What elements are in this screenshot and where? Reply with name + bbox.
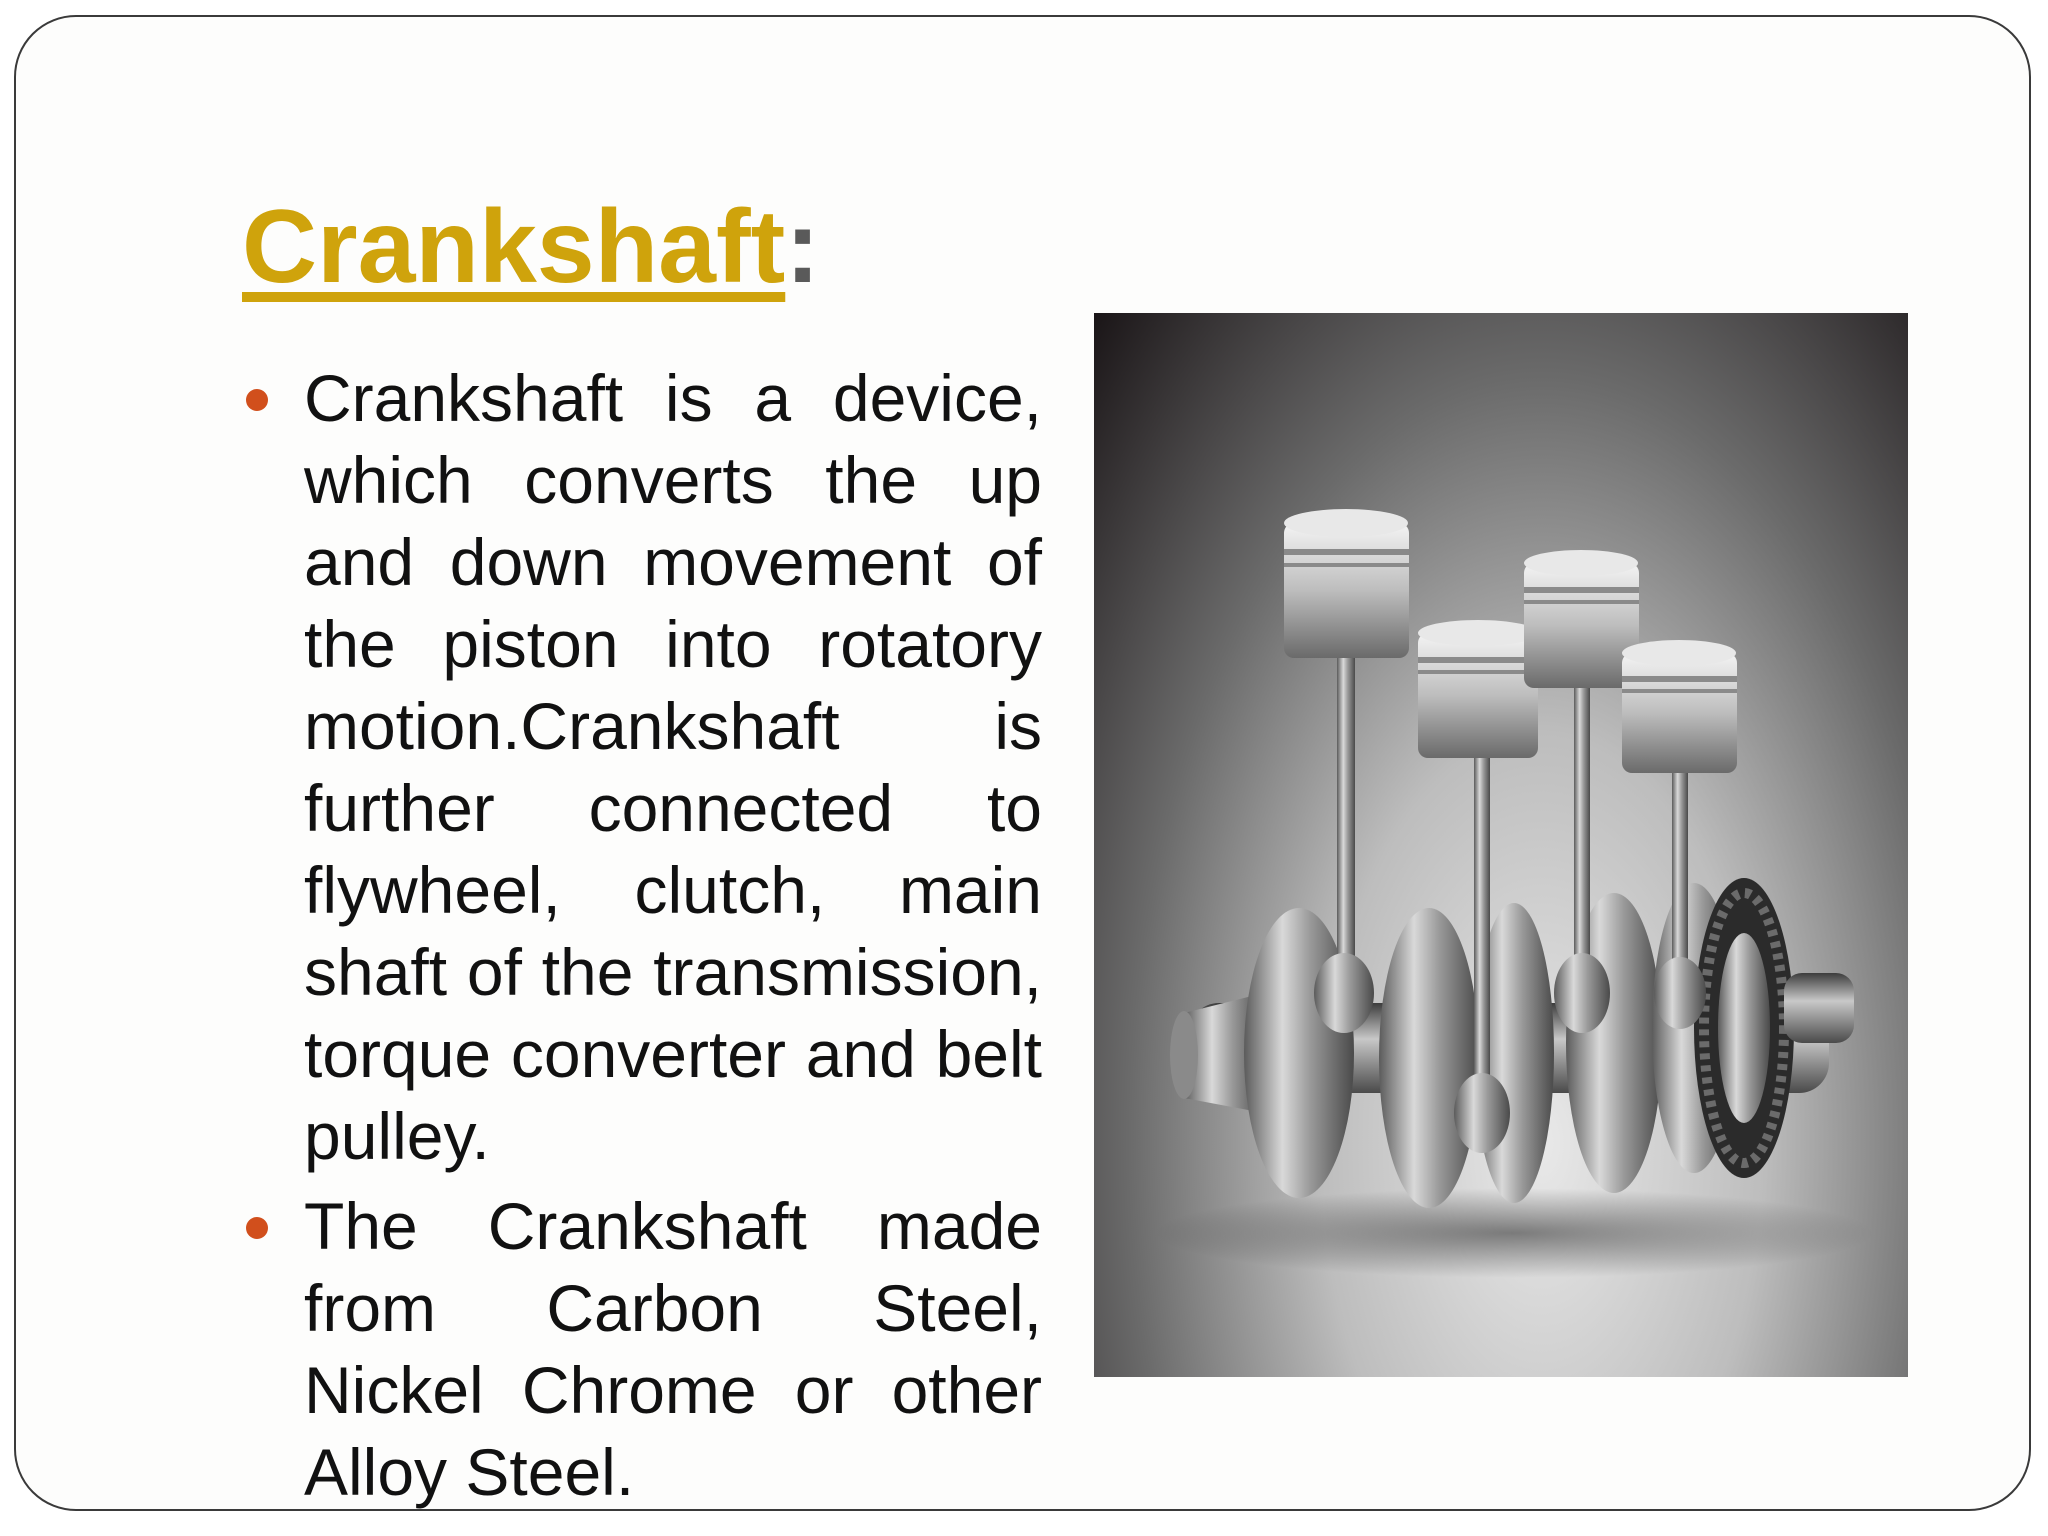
bullet-dot-icon	[246, 1217, 268, 1239]
bullet-text: Crankshaft is a device, which converts the up and down movement of the piston into rotatory motion.Crankshaft is further connected to flywheel, clutch, main shaft of the transmission, torque converter and belt pulley.	[304, 361, 1042, 1173]
bullet-list	[242, 357, 1042, 1511]
bullet-item	[242, 357, 1042, 1177]
bullet-text: The Crankshaft made from Carbon Steel, Nickel Chrome or other Alloy Steel.	[304, 1189, 1042, 1509]
slide-frame	[14, 15, 2031, 1511]
crankshaft-photo	[1094, 313, 1908, 1377]
title-colon: :	[785, 189, 820, 305]
slide-title	[242, 182, 820, 312]
bullet-dot-icon	[246, 389, 268, 411]
crankshaft-illustration	[1094, 313, 1908, 1377]
title-text: Crankshaft	[242, 189, 786, 305]
bullet-item	[242, 1185, 1042, 1511]
